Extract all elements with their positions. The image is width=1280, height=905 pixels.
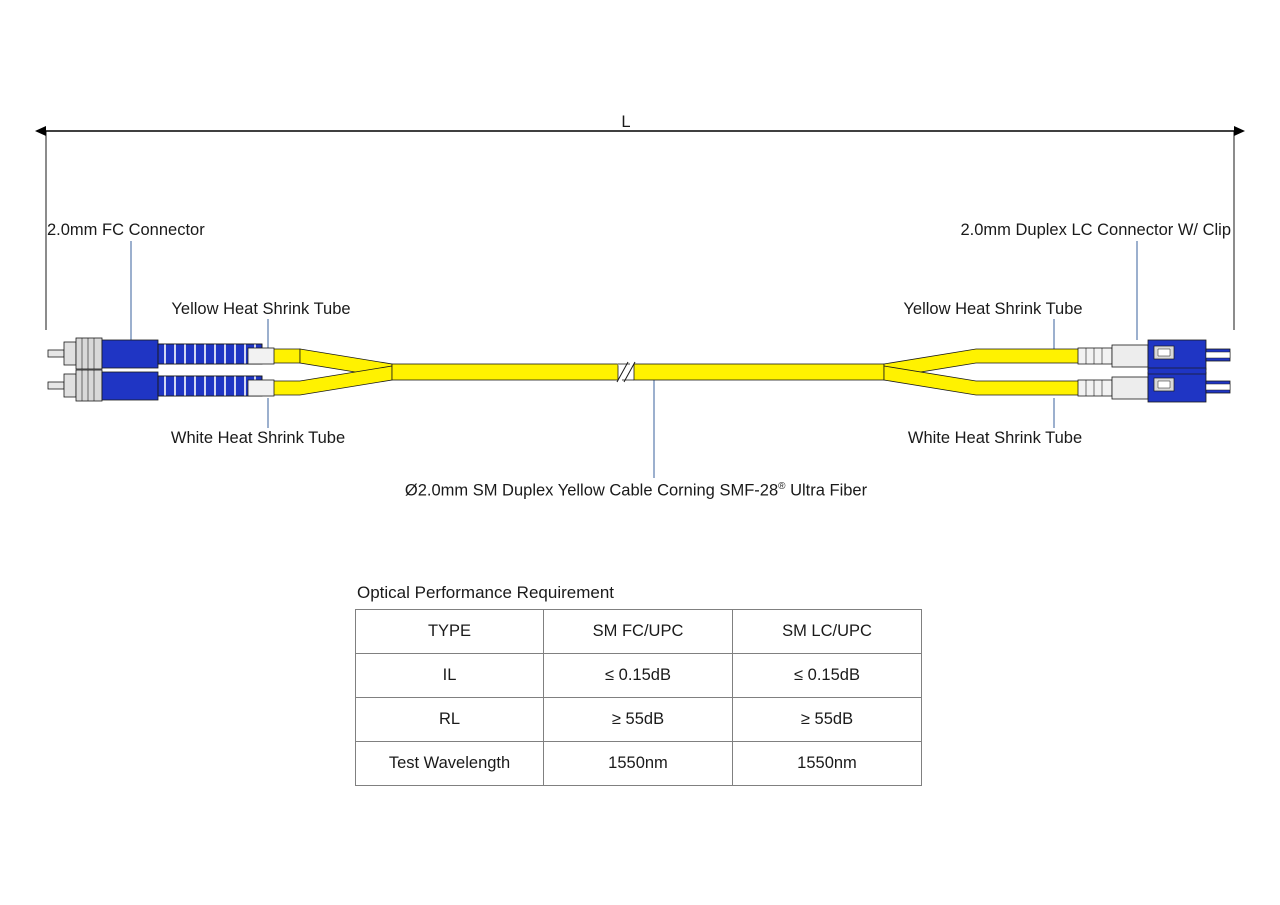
cell-il-lc: ≤ 0.15dB xyxy=(733,654,922,698)
left-fc-connector-upper xyxy=(48,338,274,369)
length-label: L xyxy=(621,113,631,131)
cell-il-fc: ≤ 0.15dB xyxy=(544,654,733,698)
optical-performance-table xyxy=(355,609,922,786)
table-title: Optical Performance Requirement xyxy=(357,583,615,602)
left-fc-connector-lower xyxy=(48,370,274,401)
header-type: TYPE xyxy=(356,610,544,654)
cable-spec-part2: Ultra Fiber xyxy=(785,481,868,500)
right-lc-connector-lower xyxy=(1078,372,1230,402)
cell-wavelength-type: Test Wavelength xyxy=(356,742,544,786)
optical-performance-section xyxy=(355,583,921,786)
cable-break-symbol xyxy=(617,362,635,382)
label-left-connector: 2.0mm FC Connector xyxy=(47,221,205,239)
cell-rl-lc: ≥ 55dB xyxy=(733,698,922,742)
header-fc: SM FC/UPC xyxy=(544,610,733,654)
label-cable-spec xyxy=(405,481,867,500)
cell-il-type: IL xyxy=(356,654,544,698)
right-lc-connector-upper xyxy=(1078,340,1230,370)
cable-assembly xyxy=(262,349,1085,395)
registered-trademark-icon: ® xyxy=(778,481,786,492)
table-row xyxy=(356,698,922,742)
cell-rl-fc: ≥ 55dB xyxy=(544,698,733,742)
cell-wavelength-lc: 1550nm xyxy=(733,742,922,786)
label-left-yellow-tube: Yellow Heat Shrink Tube xyxy=(171,300,351,318)
header-lc: SM LC/UPC xyxy=(733,610,922,654)
label-right-white-tube: White Heat Shrink Tube xyxy=(907,429,1083,447)
cell-rl-type: RL xyxy=(356,698,544,742)
label-right-yellow-tube: Yellow Heat Shrink Tube xyxy=(903,300,1083,318)
cell-wavelength-fc: 1550nm xyxy=(544,742,733,786)
table-row xyxy=(356,654,922,698)
cable-spec-part1: Ø2.0mm SM Duplex Yellow Cable Corning SMF-28 xyxy=(404,481,779,500)
label-left-white-tube: White Heat Shrink Tube xyxy=(170,429,346,447)
lc-duplex-clip xyxy=(1148,368,1206,374)
table-header-row xyxy=(356,610,922,654)
label-right-connector: 2.0mm Duplex LC Connector W/ Clip xyxy=(960,221,1231,239)
table-row xyxy=(356,742,922,786)
